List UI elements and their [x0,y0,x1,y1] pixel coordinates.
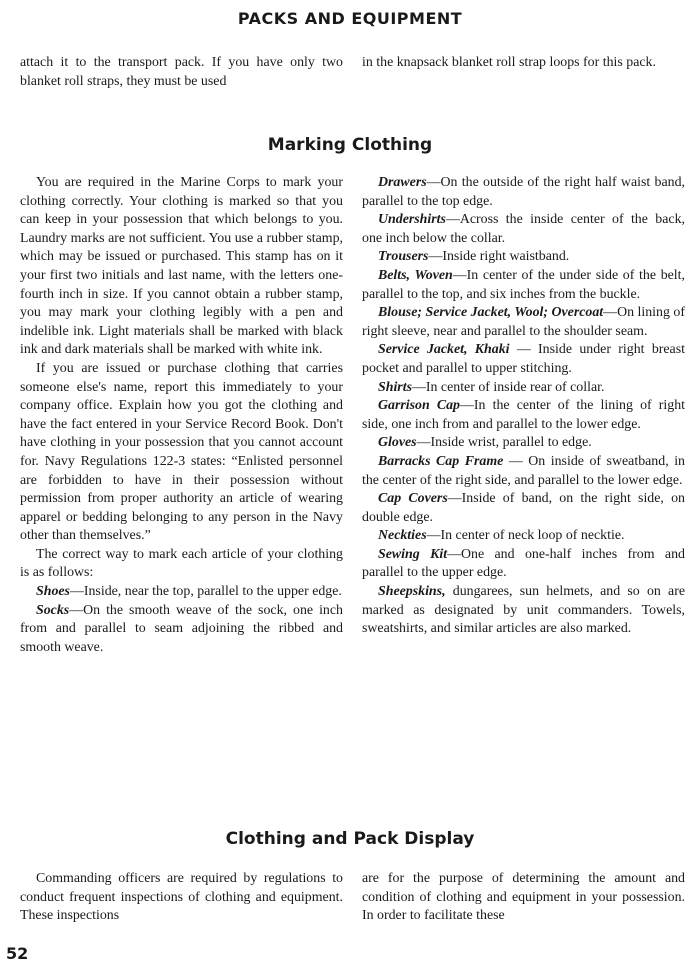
item-term: Service Jacket, Khaki [378,342,510,358]
body-paragraph: are for the purpose of determining the amount and condition of clothing and equipment in your possession. In order to facilitate these [362,871,685,924]
item-term: Sheepskins, [378,584,446,600]
marking-item [20,583,343,602]
marking-item [362,304,685,341]
intro-right-column [362,54,685,73]
item-term: Belts, Woven [378,267,453,283]
marking-item [362,527,685,546]
page-number: 52 [6,944,29,963]
intro-left-column [20,54,343,91]
item-term: Garrison Cap [378,398,461,414]
marking-item [362,267,685,304]
marking-item [362,341,685,378]
marking-right-column [362,174,685,639]
intro-left-text: attach it to the transport pack. If you have only two blanket roll straps, they must be used [20,55,343,89]
item-term: Blouse; Service Jacket, Wool; Overcoat [378,305,604,321]
item-text: —In center of the under side of the belt, parallel to the top, and six inches from the buckle. [362,267,685,302]
item-text: — Inside under right breast pocket and parallel to upper stitching. [362,342,685,376]
marking-item [362,397,685,434]
item-text: —Inside of band, on the right side, on double edge. [362,491,685,525]
display-right-column [362,870,685,926]
item-text: —On the outside of the right half waist band, parallel to the top edge. [362,175,685,209]
item-text: —In center of inside rear of collar. [411,379,605,395]
marking-item [362,453,685,490]
item-term: Socks [36,602,70,618]
body-paragraph: The correct way to mark each article of your clothing is as follows: [20,546,343,581]
item-term: Trousers [378,249,429,265]
item-text: —One and one-half inches from and parallel to the upper edge. [362,546,685,581]
display-left-column [20,870,343,926]
item-term: Shoes [36,584,70,600]
marking-item [362,248,685,267]
intro-right-text: in the knapsack blanket roll strap loops for this pack. [362,55,656,70]
item-text: dungarees, sun helmets, and so on are marked as designated by unit commanders. Towels, sweatshirts, and similar articles are also marked. [362,584,685,637]
item-term: Sewing Kit [378,546,448,562]
item-text: —Inside, near the top, parallel to the upper edge. [69,584,342,600]
item-text: —Across the inside center of the back, one inch below the collar. [362,212,685,246]
item-text: —In the center of the lining of right side, one inch from and parallel to the lower edge. [362,398,685,432]
body-paragraph: If you are issued or purchase clothing that carries someone else's name, report this immediately to your company office. Explain how you got the clothing and have the fact entered in your Service Record Book. Don't have clothing in your possession that you cannot account for. Navy Regulations 122-3 states: “Enlisted personnel are forbidden to have in their possession without permission from proper authority an article of wearing apparel or bedding belonging to any person in the Navy other than themselves.” [20,360,343,544]
marking-item [20,602,343,658]
item-term: Shirts [378,379,412,395]
item-text: —On the smooth weave of the sock, one inch from and parallel to seam adjoining the ribbed and smooth weave. [20,602,343,655]
marking-item [362,490,685,527]
item-text: —Inside wrist, parallel to edge. [416,435,592,451]
body-paragraph: Commanding officers are required by regulations to conduct frequent inspections of clothing and equipment. These inspections [20,871,343,924]
item-term: Barracks Cap Frame [378,453,504,469]
marking-item [362,583,685,639]
item-term: Drawers [378,175,427,190]
item-term: Gloves [378,435,417,451]
body-paragraph: You are required in the Marine Corps to mark your clothing correctly. Your clothing is marked so that you can keep in your possession that which belongs to you. Laundry marks are not sufficient. You use a rubber stamp, which may be issued or purchased. This stamp has on it your first two initials and last name, with the letters one-fourth inch in size. If you cannot obtain a rubber stamp, you may mark your clothing legibly with a pen and indelible ink. Light materials shall be marked with black ink and dark materials shall be marked with white ink. [20,175,343,358]
marking-item [362,174,685,211]
section-title-marking: Marking Clothing [267,135,433,155]
item-text: —Inside right waistband. [428,249,570,265]
marking-item [362,546,685,583]
item-term: Cap Covers [378,491,448,507]
marking-left-column [20,174,343,657]
item-text: —In center of neck loop of necktie. [426,528,625,544]
running-head: PACKS AND EQUIPMENT [237,9,463,28]
section-title-display: Clothing and Pack Display [225,829,475,849]
marking-item [362,379,685,398]
marking-item [362,211,685,248]
item-term: Neckties [378,528,427,544]
item-text: — On inside of sweatband, in the center of the right side, and parallel to the lower edge. [362,453,685,488]
marking-item [362,434,685,453]
item-term: Undershirts [378,212,446,228]
item-text: —On lining of right sleeve, near and parallel to the shoulder seam. [362,305,685,339]
